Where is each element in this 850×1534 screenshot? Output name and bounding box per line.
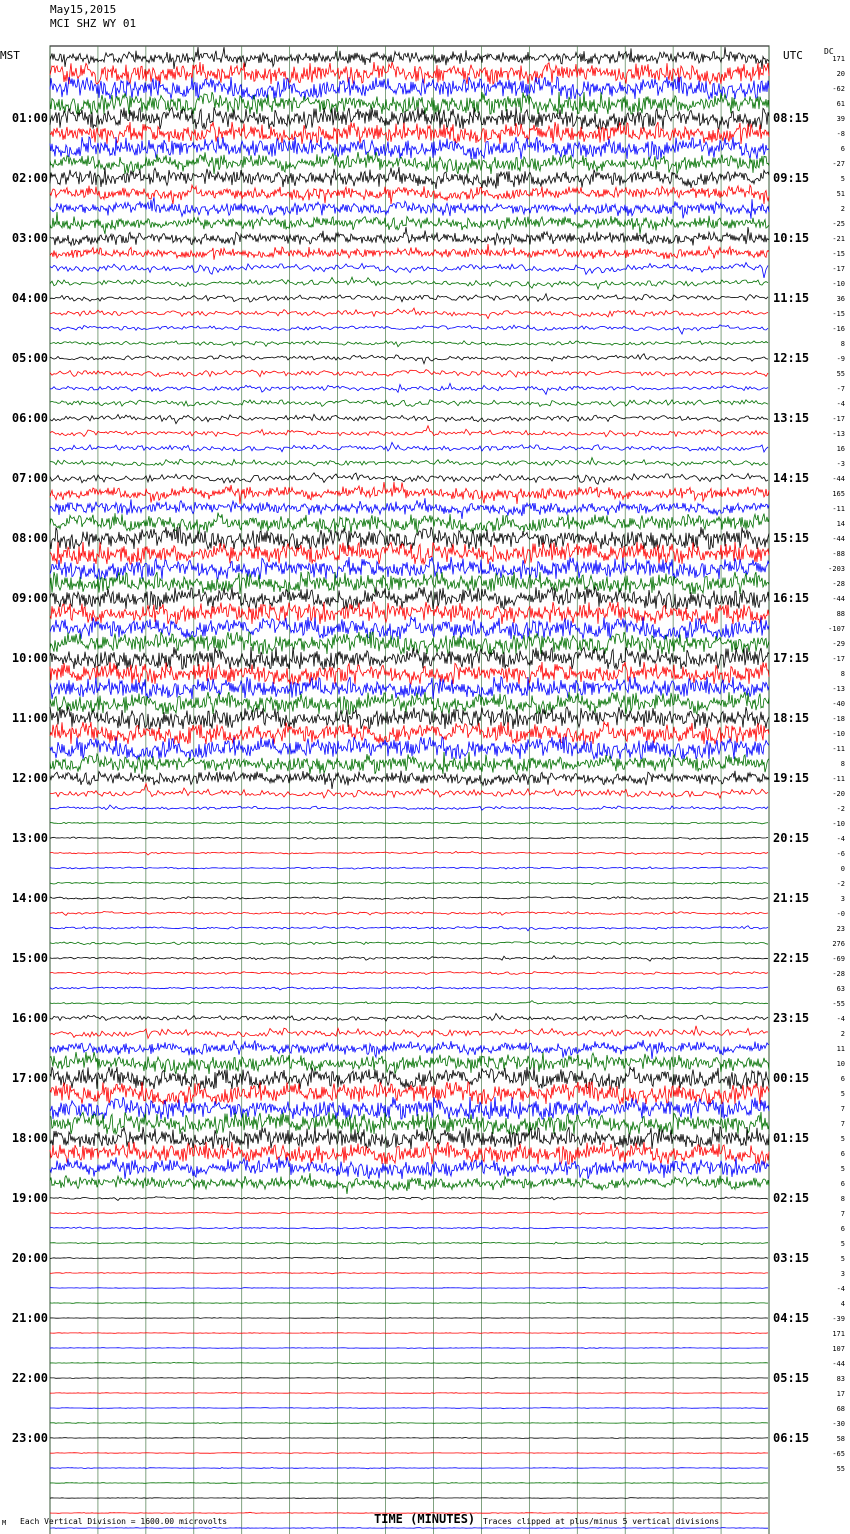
- seismic-trace: [50, 1362, 768, 1363]
- hour-label-left: 08:00: [11, 531, 48, 545]
- hour-label-right: 01:15: [773, 1131, 810, 1145]
- hour-label-left: 18:00: [11, 1131, 48, 1145]
- seismic-trace: [50, 1438, 768, 1439]
- seismic-trace: [50, 1257, 768, 1258]
- header-date: May15,2015: [50, 3, 117, 16]
- dc-offset-label: -21: [832, 235, 845, 243]
- dc-offset-label: -25: [832, 220, 845, 228]
- seismic-trace: [50, 414, 768, 423]
- dc-offset-label: 0: [840, 865, 845, 873]
- dc-offset-label: 6: [840, 1150, 845, 1158]
- seismic-trace: [50, 137, 769, 159]
- seismic-trace: [50, 737, 769, 759]
- dc-offset-label: 58: [836, 1435, 845, 1443]
- dc-offset-label: 2: [840, 205, 845, 213]
- seismic-trace: [50, 1127, 769, 1149]
- seismic-trace: [50, 1408, 768, 1409]
- dc-offset-label: -27: [832, 160, 845, 168]
- dc-offset-label: 171: [832, 1330, 845, 1338]
- seismic-trace: [50, 1026, 768, 1039]
- hour-label-left: 13:00: [11, 831, 48, 845]
- dc-offset-label: 17: [836, 1390, 845, 1398]
- hour-label-left: 20:00: [11, 1251, 48, 1265]
- dc-offset-label: -55: [832, 1000, 845, 1008]
- seismic-trace: [50, 1227, 768, 1229]
- dc-offset-label: 8: [840, 1195, 845, 1203]
- seismic-trace: [50, 942, 768, 945]
- dc-offset-label: 8: [840, 760, 845, 768]
- hour-label-left: 10:00: [11, 651, 48, 665]
- seismic-trace: [50, 557, 769, 579]
- seismic-trace: [50, 325, 768, 334]
- dc-offset-label: 16: [836, 445, 845, 453]
- dc-offset-label: 5: [840, 1135, 845, 1143]
- dc-offset-label: -4: [836, 1285, 845, 1293]
- hour-label-left: 06:00: [11, 411, 48, 425]
- hour-label-left: 09:00: [11, 591, 48, 605]
- hour-label-left: 01:00: [11, 111, 48, 125]
- seismic-trace: [50, 1287, 768, 1288]
- hour-label-left: 16:00: [11, 1011, 48, 1025]
- hour-label-left: 03:00: [11, 231, 48, 245]
- seismic-trace: [50, 227, 769, 245]
- seismic-trace: [50, 771, 769, 789]
- seismic-trace: [50, 1348, 768, 1349]
- hour-label-right: 04:15: [773, 1311, 810, 1325]
- seismic-trace: [50, 542, 769, 564]
- dc-offset-label: -107: [828, 625, 845, 633]
- left-timezone: MST: [0, 49, 20, 62]
- dc-offset-label: -17: [832, 415, 845, 423]
- seismic-trace: [50, 1333, 768, 1334]
- dc-offset-label: 36: [836, 295, 845, 303]
- seismic-trace: [50, 1112, 769, 1134]
- dc-offset-label: -39: [832, 1315, 845, 1323]
- dc-offset-label: -15: [832, 250, 845, 258]
- hour-label-right: 09:15: [773, 171, 810, 185]
- seismic-trace: [50, 1173, 769, 1194]
- dc-offset-label: 8: [840, 670, 845, 678]
- dc-offset-label: -13: [832, 685, 845, 693]
- seismic-trace: [50, 167, 769, 189]
- seismic-trace: [50, 1302, 768, 1303]
- dc-offset-label: 11: [836, 1045, 845, 1053]
- hour-label-right: 15:15: [773, 531, 810, 545]
- dc-offset-label: -69: [832, 955, 845, 963]
- dc-offset-label: 83: [836, 1375, 845, 1383]
- dc-offset-label: 4: [840, 1300, 845, 1308]
- seismic-trace: [50, 498, 769, 519]
- hour-label-left: 15:00: [11, 951, 48, 965]
- seismic-trace: [50, 1014, 768, 1022]
- dc-offset-label: 6: [840, 1225, 845, 1233]
- hour-label-right: 18:15: [773, 711, 810, 725]
- hour-label-right: 06:15: [773, 1431, 810, 1445]
- seismic-trace: [50, 62, 769, 84]
- hour-label-right: 19:15: [773, 771, 810, 785]
- seismic-trace: [50, 1052, 769, 1074]
- seismic-trace: [50, 47, 769, 69]
- hour-label-right: 20:15: [773, 831, 810, 845]
- dc-offset-label: -11: [832, 775, 845, 783]
- seismic-trace: [50, 1318, 768, 1319]
- seismic-trace: [50, 587, 769, 609]
- dc-offset-label: 8: [840, 340, 845, 348]
- trace-layer: [50, 47, 769, 1534]
- dc-offset-label: -8: [836, 130, 845, 138]
- dc-offset-label: -44: [832, 1360, 845, 1368]
- dc-offset-label: 39: [836, 115, 845, 123]
- seismic-trace: [50, 263, 768, 278]
- dc-offset-label: -2: [836, 805, 845, 813]
- hour-label-right: 23:15: [773, 1011, 810, 1025]
- seismic-trace: [50, 1393, 768, 1394]
- hour-label-right: 00:15: [773, 1071, 810, 1085]
- hour-label-left: 17:00: [11, 1071, 48, 1085]
- seismic-trace: [50, 294, 768, 302]
- seismic-trace: [50, 972, 768, 975]
- dc-offset-label: -3: [836, 460, 845, 468]
- hour-label-right: 05:15: [773, 1371, 810, 1385]
- dc-offset-label: -2: [836, 880, 845, 888]
- seismic-trace: [50, 1001, 768, 1005]
- dc-offset-label: 6: [840, 1180, 845, 1188]
- dc-offset-label: 6: [840, 145, 845, 153]
- scale-note: Each Vertical Division = 1600.00 microvolts: [20, 1517, 228, 1526]
- seismic-trace: [50, 897, 768, 900]
- hour-label-left: 11:00: [11, 711, 48, 725]
- seismic-trace: [50, 400, 768, 407]
- seismic-trace: [50, 442, 768, 452]
- hour-label-right: 22:15: [773, 951, 810, 965]
- dc-offset-label: 107: [832, 1345, 845, 1353]
- dc-offset-label: -0: [836, 910, 845, 918]
- dc-offset-label: 14: [836, 520, 845, 528]
- label-layer: [12, 55, 845, 1534]
- dc-offset-label: 5: [840, 1240, 845, 1248]
- dc-offset-label: -28: [832, 970, 845, 978]
- seismic-trace: [50, 805, 768, 810]
- hour-label-left: 14:00: [11, 891, 48, 905]
- dc-offset-label: -40: [832, 700, 845, 708]
- seismic-trace: [50, 1197, 768, 1201]
- dc-offset-label: -4: [836, 835, 845, 843]
- dc-offset-label: 6: [840, 1075, 845, 1083]
- seismic-trace: [50, 482, 769, 504]
- hour-label-left: 02:00: [11, 171, 48, 185]
- dc-offset-label: -29: [832, 640, 845, 648]
- hour-label-right: 14:15: [773, 471, 810, 485]
- hour-label-left: 22:00: [11, 1371, 48, 1385]
- hour-label-left: 12:00: [11, 771, 48, 785]
- dc-offset-label: 68: [836, 1405, 845, 1413]
- hour-label-left: 21:00: [11, 1311, 48, 1325]
- dc-offset-label: -7: [836, 385, 845, 393]
- clip-note: Traces clipped at plus/minus 5 vertical divisions: [483, 1517, 720, 1526]
- seismic-trace: [50, 1212, 768, 1214]
- seismic-trace: [50, 851, 768, 855]
- dc-offset-label: -44: [832, 595, 845, 603]
- dc-offset-label: -28: [832, 580, 845, 588]
- dc-offset-label: 2: [840, 1030, 845, 1038]
- seismic-trace: [50, 122, 769, 144]
- dc-offset-label: -4: [836, 1015, 845, 1023]
- seismic-trace: [50, 1273, 768, 1274]
- seismic-trace: [50, 822, 768, 824]
- dc-offset-label: -44: [832, 475, 845, 483]
- dc-offset-label: -20: [832, 790, 845, 798]
- dc-offset-label: 55: [836, 370, 845, 378]
- dc-offset-label: -65: [832, 1450, 845, 1458]
- seismic-trace: [50, 1097, 769, 1119]
- dc-offset-label: 5: [840, 1165, 845, 1173]
- dc-offset-label: -6: [836, 850, 845, 858]
- dc-offset-label: 7: [840, 1105, 845, 1113]
- seismic-trace: [50, 277, 768, 289]
- seismic-trace: [50, 911, 768, 915]
- hour-label-right: 11:15: [773, 291, 810, 305]
- dc-offset-label: -10: [832, 280, 845, 288]
- hour-label-right: 16:15: [773, 591, 810, 605]
- dc-offset-label: -17: [832, 265, 845, 273]
- seismic-trace: [50, 752, 769, 774]
- dc-offset-label: -16: [832, 325, 845, 333]
- seismic-trace: [50, 354, 768, 364]
- seismic-trace: [50, 473, 768, 484]
- dc-offset-label: -17: [832, 655, 845, 663]
- dc-offset-label: 171: [832, 55, 845, 63]
- dc-offset-label: -15: [832, 310, 845, 318]
- seismic-trace: [50, 1378, 768, 1379]
- dc-offset-label: 7: [840, 1210, 845, 1218]
- dc-offset-label: 20: [836, 70, 845, 78]
- dc-offset-label: -30: [832, 1420, 845, 1428]
- dc-offset-label: 165: [832, 490, 845, 498]
- hour-label-right: 10:15: [773, 231, 810, 245]
- dc-offset-label: 23: [836, 925, 845, 933]
- dc-offset-label: -18: [832, 715, 845, 723]
- seismic-trace: [50, 1242, 768, 1245]
- dc-offset-label: 3: [840, 1270, 845, 1278]
- hour-label-left: 05:00: [11, 351, 48, 365]
- seismic-trace: [50, 426, 768, 437]
- right-timezone: UTC: [783, 49, 803, 62]
- seismic-trace: [50, 837, 768, 839]
- dc-offset-label: -10: [832, 730, 845, 738]
- seismic-trace: [50, 370, 768, 378]
- seismic-trace: [50, 882, 768, 885]
- dc-offset-label: -62: [832, 85, 845, 93]
- dc-offset-label: -11: [832, 505, 845, 513]
- seismic-trace: [50, 244, 769, 260]
- header-station: MCI SHZ WY 01: [50, 17, 137, 30]
- dc-offset-label: -9: [836, 355, 845, 363]
- seismic-trace: [50, 341, 768, 347]
- dc-offset-label: 55: [836, 1465, 845, 1473]
- dc-offset-label: 3: [840, 895, 845, 903]
- seismic-trace: [50, 185, 769, 204]
- dc-offset-label: 5: [840, 1255, 845, 1263]
- dc-offset-label: 88: [836, 610, 845, 618]
- dc-offset-label: 51: [836, 190, 845, 198]
- hour-label-right: 08:15: [773, 111, 810, 125]
- dc-offset-label: 10: [836, 1060, 845, 1068]
- seismic-trace: [50, 1483, 768, 1484]
- seismic-trace: [50, 1067, 769, 1089]
- dc-offset-label: -4: [836, 400, 845, 408]
- dc-offset-label: -10: [832, 820, 845, 828]
- hour-label-right: 02:15: [773, 1191, 810, 1205]
- seismic-trace: [50, 1453, 768, 1454]
- dc-offset-label: -88: [832, 550, 845, 558]
- seismic-trace: [50, 513, 769, 534]
- dc-offset-label: 7: [840, 1120, 845, 1128]
- dc-label: DC: [824, 47, 834, 56]
- x-axis-title: TIME (MINUTES): [374, 1512, 476, 1526]
- hour-label-right: 12:15: [773, 351, 810, 365]
- dc-offset-label: 276: [832, 940, 845, 948]
- dc-offset-label: -13: [832, 430, 845, 438]
- hour-label-right: 03:15: [773, 1251, 810, 1265]
- hour-label-right: 21:15: [773, 891, 810, 905]
- seismic-trace: [50, 867, 768, 869]
- seismic-trace: [50, 383, 768, 394]
- seismic-trace: [50, 926, 768, 931]
- dc-offset-label: 63: [836, 985, 845, 993]
- dc-offset-label: -11: [832, 745, 845, 753]
- hour-label-right: 13:15: [773, 411, 810, 425]
- seismic-trace: [50, 783, 768, 798]
- hour-label-left: 04:00: [11, 291, 48, 305]
- seismic-trace: [50, 956, 768, 962]
- seismic-trace: [50, 212, 769, 234]
- seismic-trace: [50, 1467, 768, 1468]
- seismic-trace: [50, 1142, 769, 1164]
- hour-label-right: 17:15: [773, 651, 810, 665]
- dc-offset-label: 5: [840, 1090, 845, 1098]
- seismic-trace: [50, 458, 768, 466]
- seismic-trace: [50, 308, 768, 319]
- seismic-trace: [50, 527, 769, 549]
- seismic-trace: [50, 1498, 768, 1499]
- seismic-trace: [50, 617, 769, 639]
- dc-offset-label: -44: [832, 535, 845, 543]
- dc-offset-label: -203: [828, 565, 845, 573]
- dc-offset-label: 5: [840, 175, 845, 183]
- seismic-trace: [50, 197, 769, 219]
- hour-label-left: 19:00: [11, 1191, 48, 1205]
- hour-label-left: 23:00: [11, 1431, 48, 1445]
- seismic-trace: [50, 987, 768, 990]
- seismic-trace: [50, 1423, 768, 1424]
- corner-mark: M: [2, 1519, 7, 1527]
- seismic-trace: [50, 722, 769, 744]
- hour-label-left: 07:00: [11, 471, 48, 485]
- dc-offset-label: 61: [836, 100, 845, 108]
